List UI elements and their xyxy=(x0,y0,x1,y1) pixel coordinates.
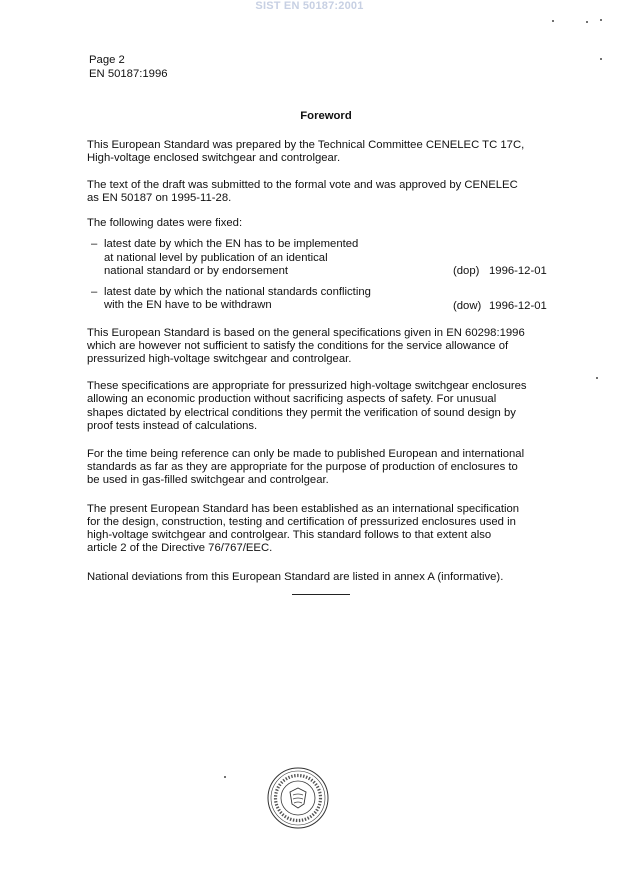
paragraph-line: article 2 of the Directive 76/767/EEC. xyxy=(87,542,273,554)
paragraph-line: proof tests instead of calculations. xyxy=(87,420,258,432)
paragraph-line: as EN 50187 on 1995-11-28. xyxy=(87,192,232,204)
scan-speck xyxy=(552,20,554,22)
paragraph-line: High-voltage enclosed switchgear and controlgear. xyxy=(87,152,341,164)
date-item-line: latest date by which the EN has to be implemented xyxy=(104,238,359,250)
paragraph-line: which are however not sufficient to satisfy the conditions for the service allowance of xyxy=(87,340,509,352)
list-dash: – xyxy=(91,238,98,250)
paragraph-line: be used in gas-filled switchgear and controlgear. xyxy=(87,474,329,486)
date-code: (dow) xyxy=(453,300,482,312)
paragraph-line: National deviations from this European Standard are listed in annex A (informative). xyxy=(87,571,504,583)
paragraph-line: The following dates were fixed: xyxy=(87,217,243,229)
paragraph-line: These specifications are appropriate for pressurized high-voltage switchgear enclosures xyxy=(87,380,527,392)
date-value: 1996-12-01 xyxy=(489,265,547,277)
scan-speck xyxy=(600,58,602,60)
paragraph-line: high-voltage switchgear and controlgear. This standard follows to that extent also xyxy=(87,529,492,541)
paragraph-line: The present European Standard has been established as an international specification xyxy=(87,503,520,515)
end-rule xyxy=(292,594,350,595)
watermark: SIST EN 50187:2001 xyxy=(255,0,364,12)
date-item-line: latest date by which the national standards conflicting xyxy=(104,286,371,298)
scan-speck xyxy=(600,19,602,21)
paragraph-line: pressurized high-voltage switchgear and controlgear. xyxy=(87,353,352,365)
date-item-line: at national level by publication of an identical xyxy=(104,252,328,264)
paragraph-line: The text of the draft was submitted to the formal vote and was approved by CENELEC xyxy=(87,179,518,191)
date-item-line: with the EN have to be withdrawn xyxy=(104,299,272,311)
scan-speck xyxy=(586,21,588,23)
paragraph-line: shapes dictated by electrical conditions they permit the verification of sound design by xyxy=(87,407,516,419)
paragraph-line: This European Standard was prepared by the Technical Committee CENELEC TC 17C, xyxy=(87,139,525,151)
date-item-line: national standard or by endorsement xyxy=(104,265,289,277)
date-code: (dop) xyxy=(453,265,480,277)
paragraph-line: allowing an economic production without sacrificing aspects of safety. For unusual xyxy=(87,393,497,405)
page-number: Page 2 xyxy=(89,54,125,66)
list-dash: – xyxy=(91,286,98,298)
paragraph-line: This European Standard is based on the general specifications given in EN 60298:1996 xyxy=(87,327,525,339)
date-value: 1996-12-01 xyxy=(489,300,547,312)
paragraph-line: for the design, construction, testing and certification of pressurized enclosures used in xyxy=(87,516,516,528)
circular-stamp-icon xyxy=(266,766,330,830)
paragraph-line: standards as far as they are appropriate for the purpose of production of enclosures to xyxy=(87,461,518,473)
paragraph-line: For the time being reference can only be made to published European and international xyxy=(87,448,525,460)
scan-speck xyxy=(224,776,226,778)
document-id: EN 50187:1996 xyxy=(89,68,168,80)
foreword-heading: Foreword xyxy=(300,110,352,122)
scan-speck xyxy=(596,377,598,379)
